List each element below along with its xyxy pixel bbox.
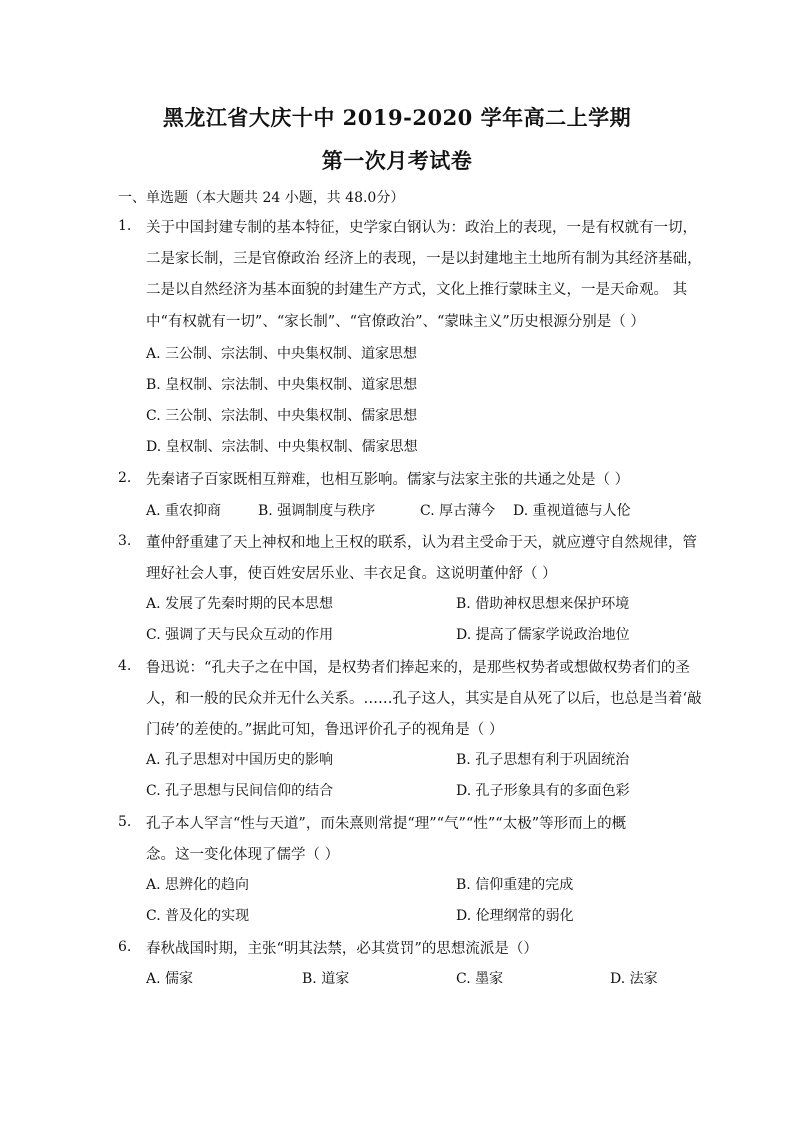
question-text-line: 二是以自然经济为基本面貌的封建生产方式，文化上推行蒙昧主义，一是天命观。 其 [146, 282, 688, 298]
question-text-line: 关于中国封建专制的基本特征，史学家白钢认为：政治上的表现，一是有权就有一切， [146, 220, 697, 236]
option-b: B. 道家 [302, 971, 350, 987]
option-b: B. 孔子思想有利于巩固统治 [456, 752, 630, 768]
option-b: B. 信仰重建的完成 [456, 877, 574, 893]
page-title: 黑龙江省大庆十中 2019-2020 学年高二上学期 [162, 105, 632, 130]
section-heading: 一、单选题（本大题共 24 小题，共 48.0分） [118, 190, 405, 206]
question-text-line: 中“有权就有一切”、“家长制”、“官僚政治”、“蒙昧主义”历史根源分别是（ ） [146, 314, 645, 330]
option-c: C. 普及化的实现 [146, 908, 250, 924]
question-text-line: 理好社会人事，使百姓安居乐业、丰衣足食。这说明董仲舒（ ） [146, 566, 557, 582]
option-c: C. 三公制、宗法制、中央集权制、儒家思想 [146, 408, 418, 424]
question-number: 2. [118, 470, 132, 486]
question-text-line: 先秦诸子百家既相互辩难，也相互影响。儒家与法家主张的共通之处是（ ） [146, 472, 630, 488]
option-d: D. 伦理纲常的弱化 [456, 908, 574, 924]
question-text-line: 人，和一般的民众并无什么关系。……孔子这人，其实是自从死了以后，也总是当着‘敲 [146, 691, 702, 707]
option-b: B. 借助神权思想来保护环境 [456, 596, 630, 612]
option-d: D. 重视道德与人伦 [513, 503, 631, 519]
option-d: D. 提高了儒家学说政治地位 [456, 627, 630, 643]
question-number: 4. [118, 658, 132, 674]
option-c: C. 厚古薄今 [420, 503, 496, 519]
option-b: B. 强调制度与秩序 [258, 503, 376, 519]
question-number: 3. [118, 533, 132, 549]
question-text-line: 念。这一变化体现了儒学（ ） [146, 847, 340, 863]
question-number: 1. [118, 218, 132, 234]
question-text-line: 鲁迅说：“孔夫子之在中国，是权势者们捧起来的，是那些权势者或想做权势者们的圣 [146, 660, 690, 676]
question-text-line: 二是家长制，三是官僚政治 经济上的表现，一是以封建地主土地所有制为其经济基础， [146, 251, 702, 267]
question-text-line: 春秋战国时期，主张“明其法禁，必其赏罚”的思想流派是（） [146, 941, 538, 957]
option-c: C. 强调了天与民众互动的作用 [146, 627, 334, 643]
option-a: A. 儒家 [146, 971, 194, 987]
question-text-line: 门砖’的差使的。”据此可知，鲁迅评价孔子的视角是（ ） [146, 722, 504, 738]
question-number: 5. [118, 814, 132, 830]
option-d: D. 皇权制、宗法制、中央集权制、儒家思想 [146, 439, 418, 455]
option-a: A. 孔子思想对中国历史的影响 [146, 752, 334, 768]
option-a: A. 思辨化的趋向 [146, 877, 250, 893]
option-d: D. 孔子形象具有的多面色彩 [456, 783, 630, 799]
option-a: A. 重农抑商 [146, 503, 222, 519]
question-text-line: 董仲舒重建了天上神权和地上王权的联系，认为君主受命于天，就应遵守自然规律，管 [146, 535, 697, 551]
option-c: C. 墨家 [456, 971, 504, 987]
option-c: C. 孔子思想与民间信仰的结合 [146, 783, 334, 799]
page-subtitle: 第一次月考试卷 [321, 148, 473, 173]
option-d: D. 法家 [610, 971, 658, 987]
option-a: A. 三公制、宗法制、中央集权制、道家思想 [146, 346, 418, 362]
option-a: A. 发展了先秦时期的民本思想 [146, 596, 334, 612]
question-text-line: 孔子本人罕言“性与天道”，而朱熹则常提“理”“气”“性”“太极”等形而上的概 [146, 816, 627, 832]
question-number: 6. [118, 939, 132, 955]
option-b: B. 皇权制、宗法制、中央集权制、道家思想 [146, 377, 418, 393]
